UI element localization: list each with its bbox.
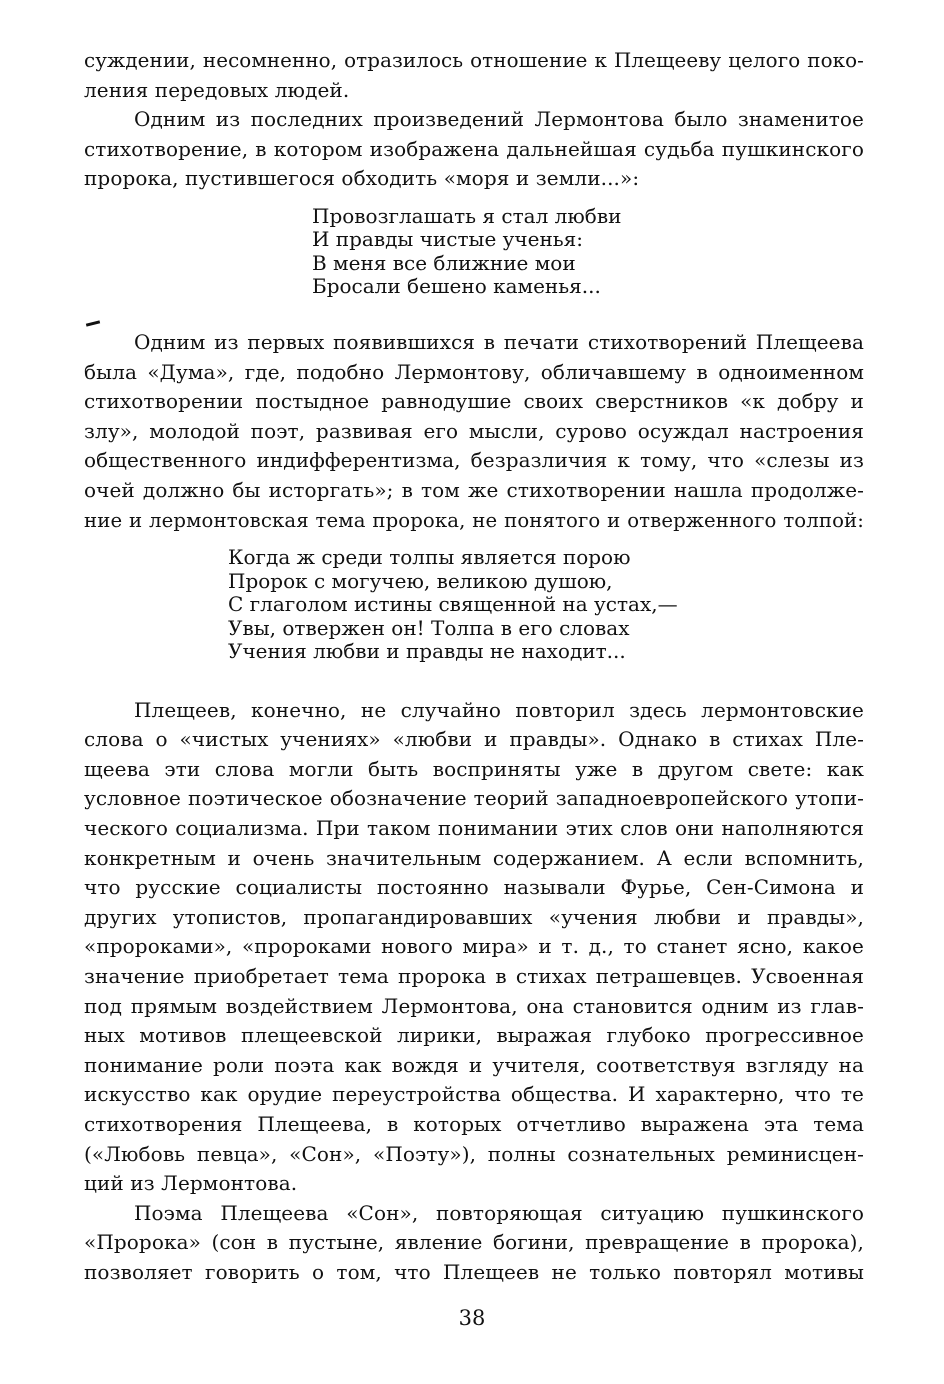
verse-line: С глаголом истины священной на устах,— [228,592,678,617]
verse-line: Пророк с могучею, великою душою, [228,568,613,593]
text-line: очей должно бы исторгать»; в том же стихотворении нашла продолже- [84,477,864,502]
paragraph-4 [84,696,864,1199]
text-line: конкретным и очень значительным содержанием. А если вспомнить, [84,845,864,870]
paragraph-2 [84,105,864,194]
text-line: понимание роли поэта как вождя и учителя, соответствуя взгляду на [84,1052,864,1077]
text-line: Одним из последних произведений Лермонтова было знаменитое [134,107,864,132]
page-body [84,46,864,1288]
text-line: позволяет говорить о том, что Плещеев не только повторял мотивы [84,1259,864,1284]
text-line: стихотворение, в котором изображена дальнейшая судьба пушкинского [84,136,864,161]
text-line: была «Дума», где, подобно Лермонтову, обличавшему в одноименном [84,359,864,384]
verse-quote-2 [228,546,864,664]
paragraph-5 [84,1199,864,1288]
verse-line: Когда ж среди толпы является порою [228,545,631,570]
text-line: условное поэтическое обозначение теорий западноевропейского утопи- [84,786,864,811]
text-line: пророка, пустившегося обходить «моря и земли...»: [84,166,640,191]
text-line: значение приобретает тема пророка в стихах петрашевцев. Усвоенная [84,963,864,988]
text-line: злу», молодой поэт, развивая его мысли, сурово осуждал настроения [84,418,864,443]
text-line: под прямым воздействием Лермонтова, она становится одним из глав- [84,993,864,1018]
paragraph-1 [84,46,864,105]
verse-line: Увы, отвержен он! Толпа в его словах [228,615,630,640]
text-line: щеева эти слова могли быть восприняты уже в другом свете: как [84,756,864,781]
text-line: Поэма Плещеева «Сон», повторяющая ситуацию пушкинского [134,1200,864,1225]
verse-line: Бросали бешено каменья... [312,274,601,299]
verse-quote-1 [312,205,864,299]
page-number: 38 [458,1306,486,1330]
text-line: ных мотивов плещеевской лирики, выражая глубоко прогрессивное [84,1023,864,1048]
text-line: «пророками», «пророками нового мира» и т. д., то станет ясно, какое [84,934,864,959]
text-line: искусство как орудие переустройства общества. И характерно, что те [84,1082,864,1107]
verse-line: Провозглашать я стал любви [312,203,622,228]
text-line: общественного индифферентизма, безразличия к тому, что «слезы из [84,448,864,473]
text-line: стихотворении постыдное равнодушие своих сверстников «к добру и [84,389,864,414]
verse-line: И правды чистые ученья: [312,227,584,252]
text-line: что русские социалисты постоянно называли Фурье, Сен-Симона и [84,875,864,900]
text-line: ние и лермонтовская тема пророка, не понятого и отверженного толпой: [84,508,864,532]
text-line: «Пророка» (сон в пустыне, явление богини, превращение в пророка), [84,1230,864,1255]
text-line: других утопистов, пропагандировавших «учения любви и правды», [84,904,864,929]
text-line: Плещеев, конечно, не случайно повторил здесь лермонтовские [134,697,864,722]
text-line: суждении, несомненно, отразилось отношение к Плещееву целого поко- [84,49,864,72]
text-line: ления передовых людей. [84,77,350,102]
verse-line: В меня все ближние мои [312,250,576,275]
text-line: Одним из первых появившихся в печати стихотворений Плещеева [134,329,864,354]
verse-line: Учения любви и правды не находит... [228,639,626,664]
text-line: ций из Лермонтова. [84,1171,298,1196]
paragraph-3 [84,328,864,535]
text-line: («Любовь певца», «Сон», «Поэту»), полны сознательных реминисцен- [84,1141,864,1166]
text-line: слова о «чистых учениях» «любви и правды». Однако в стихах Пле- [84,727,864,752]
text-line: стихотворения Плещеева, в которых отчетливо выражена эта тема [84,1111,864,1136]
text-line: ческого социализма. При таком понимании этих слов они наполняются [84,816,864,840]
